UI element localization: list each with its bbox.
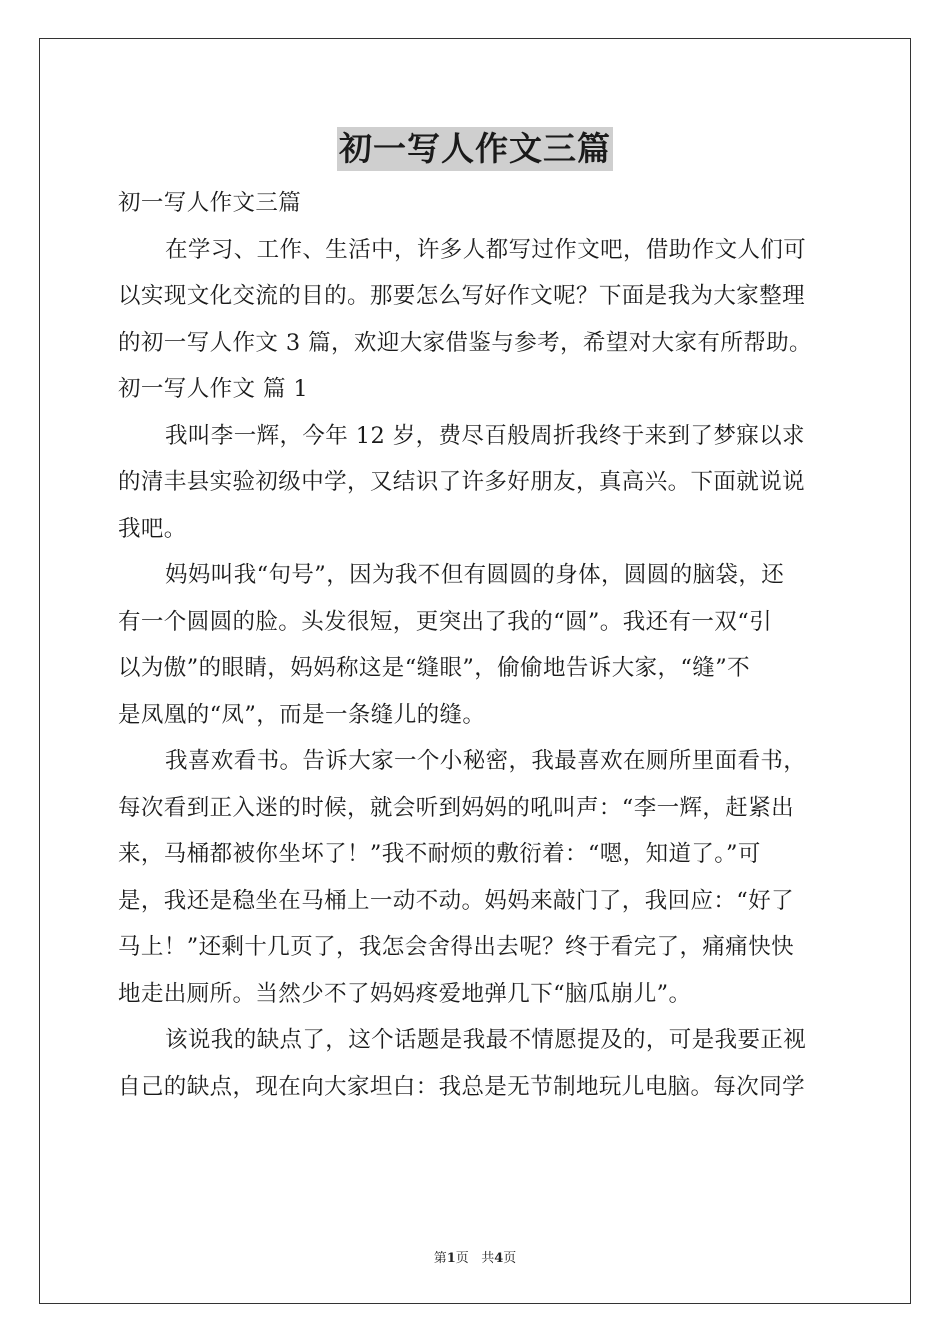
text-line: 初一写人作文 篇 1	[118, 376, 309, 402]
text-line: 妈妈叫我“句号”，因为我不但有圆圆的身体，圆圆的脑袋，还	[165, 562, 785, 588]
text-line: 是凤凰的“凤”，而是一条缝儿的缝。	[118, 701, 486, 728]
text-line: 该说我的缺点了，这个话题是我最不情愿提及的，可是我要正视	[165, 1027, 807, 1053]
text-line: 马上！”还剩十几页了，我怎会舍得出去呢？终于看完了，痛痛快快	[118, 934, 795, 960]
text-line: 以为傲”的眼睛，妈妈称这是“缝眼”，偷偷地告诉大家，“缝”不	[118, 655, 751, 681]
text-line: 是，我还是稳坐在马桶上一动不动。妈妈来敲门了，我回应：“好了	[118, 887, 795, 914]
text-line: 初一写人作文三篇	[118, 190, 302, 216]
footer-total-prefix: 共	[481, 1251, 495, 1266]
footer-page-prefix: 第	[433, 1251, 447, 1266]
text-line: 以实现文化交流的目的。那要怎么写好作文呢？下面是我为大家整理	[118, 283, 806, 309]
text-line: 每次看到正入迷的时候，就会听到妈妈的吼叫声：“李一辉，赶紧出	[118, 794, 795, 821]
footer-total-pages: 4	[494, 1251, 504, 1266]
document-body	[118, 180, 834, 1110]
footer-page-suffix: 页	[455, 1251, 469, 1266]
footer-page-number: 1	[446, 1251, 456, 1266]
text-line: 自己的缺点，现在向大家坦白：我总是无节制地玩儿电脑。每次同学	[118, 1073, 806, 1100]
text-line: 在学习、工作、生活中，许多人都写过作文吧，借助作文人们可	[165, 236, 807, 263]
title-container	[0, 127, 950, 171]
text-line: 我叫李一辉，今年 12 岁，费尽百般周折我终于来到了梦寐以求	[165, 422, 805, 449]
text-line: 我吧。	[118, 515, 187, 542]
text-line: 有一个圆圆的脸。头发很短，更突出了我的“圆”。我还有一双“引	[118, 608, 773, 635]
text-line: 的初一写人作文 3 篇，欢迎大家借鉴与参考，希望对大家有所帮助。	[118, 329, 812, 356]
text-line: 来，马桶都被你坐坏了！”我不耐烦的敷衍着：“嗯，知道了。”可	[118, 841, 761, 867]
text-line: 我喜欢看书。告诉大家一个小秘密，我最喜欢在厕所里面看书，	[165, 748, 807, 774]
page-footer	[0, 1247, 950, 1266]
footer-total-suffix: 页	[503, 1251, 517, 1266]
document-title: 初一写人作文三篇	[337, 127, 613, 171]
text-line: 的清丰县实验初级中学，又结识了许多好朋友，真高兴。下面就说说	[118, 469, 806, 495]
text-line: 地走出厕所。当然少不了妈妈疼爱地弹几下“脑瓜崩儿”。	[118, 980, 692, 1007]
